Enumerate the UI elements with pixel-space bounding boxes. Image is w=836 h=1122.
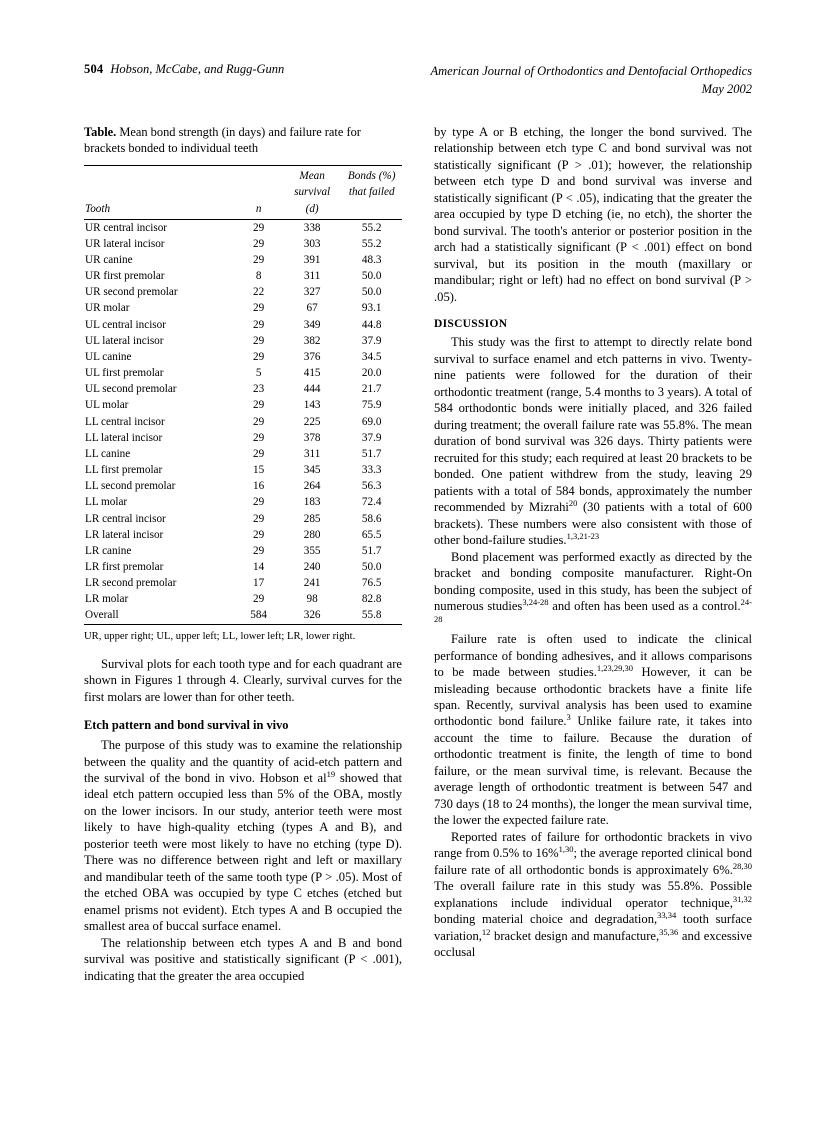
ref-24-28: 24-28 (434, 596, 752, 624)
cell-failed: 93.1 (361, 302, 382, 315)
cell-tooth: LL molar (85, 496, 128, 509)
cell-survival: 382 (303, 334, 321, 347)
cell-survival: 349 (303, 318, 321, 331)
issue-date: May 2002 (701, 82, 752, 97)
cell-n: 16 (253, 480, 265, 493)
table-row (84, 268, 402, 284)
col-header-failed-spacer (341, 203, 402, 220)
col-header-tooth-spacer2 (84, 186, 234, 202)
cell-survival: 311 (303, 447, 321, 460)
cell-n: 23 (253, 383, 265, 396)
cell-survival: 285 (303, 512, 321, 525)
paragraph-discussion-2 (434, 549, 752, 631)
running-head-left (84, 62, 284, 77)
cell-n: 29 (253, 350, 265, 363)
table-row (84, 252, 402, 268)
table-row (84, 285, 402, 301)
cell-n: 29 (253, 334, 265, 347)
discussion-4-d: bonding material choice and degradation, (434, 912, 658, 927)
cell-tooth: LL central incisor (85, 415, 165, 428)
cell-tooth: UL central incisor (85, 318, 166, 331)
cell-tooth: LR first premolar (85, 560, 164, 573)
table-header-row-2 (84, 186, 402, 202)
cell-tooth: UL lateral incisor (85, 334, 164, 347)
cell-failed: 76.5 (361, 577, 382, 590)
cell-failed: 75.9 (361, 399, 382, 412)
cell-tooth: LL lateral incisor (85, 431, 163, 444)
paragraph-survival-plots: Survival plots for each tooth type and for each quadrant are shown in Figures 1 through 4. Clearly, survival curves for the first molars are lower than for other teeth. (84, 656, 402, 704)
cell-tooth: UL molar (85, 399, 129, 412)
table-row (84, 301, 402, 317)
cell-n: 17 (253, 577, 265, 590)
table-row (84, 349, 402, 365)
col-header-n-spacer2 (234, 186, 282, 202)
paragraph-discussion-4 (434, 829, 752, 961)
cell-survival: 444 (303, 383, 321, 396)
table-row (84, 527, 402, 543)
ref-31-32: 31,32 (732, 893, 752, 904)
cell-survival: 378 (303, 431, 321, 444)
cell-n: 15 (253, 464, 265, 477)
discussion-4-a: Reported rates of failure for orthodontic brackets in vivo range from 0.5% to 16% (434, 829, 752, 861)
cell-n: 29 (253, 318, 265, 331)
cell-n: 29 (253, 544, 265, 557)
paragraph-relationship-ab: The relationship between etch types A and B and bond survival was positive and statistically significant (P < .001), indicating that the greater the area occupied (84, 935, 402, 983)
cell-survival: 143 (303, 399, 321, 412)
cell-n: 29 (253, 302, 265, 315)
discussion-3-a: Failure rate is often used to indicate the clinical performance of bonding adhesives, and it allows comparisons to be made between studies. (434, 632, 752, 680)
cell-failed: 55.2 (361, 221, 382, 234)
table-row (84, 543, 402, 559)
cell-failed: 69.0 (361, 415, 382, 428)
paragraph-purpose (84, 737, 402, 935)
cell-tooth: LL canine (85, 447, 131, 460)
cell-failed: 58.6 (361, 512, 382, 525)
discussion-4-f: bracket design and manufacture, (490, 928, 660, 943)
cell-n: 29 (253, 221, 265, 234)
ref-1-30: 1,30 (558, 844, 574, 855)
cell-survival: 345 (303, 464, 321, 477)
cell-failed: 51.7 (361, 447, 382, 460)
table-footnote: UR, upper right; UL, upper left; LL, lower left; LR, lower right. (84, 630, 356, 642)
table-head (84, 166, 402, 220)
cell-tooth: LL second premolar (85, 480, 176, 493)
cell-n: 29 (253, 237, 265, 250)
table-row (84, 219, 402, 236)
bond-strength-table (84, 165, 402, 625)
cell-failed: 72.4 (361, 496, 382, 509)
col-header-n: n (234, 203, 282, 220)
ref-3-24-28: 3,24-28 (522, 596, 549, 607)
ref-12: 12 (481, 926, 491, 937)
cell-failed: 56.3 (361, 480, 382, 493)
ref-20: 20 (568, 497, 578, 508)
right-column (434, 124, 752, 961)
left-column (84, 124, 402, 984)
cell-survival: 67 (306, 302, 318, 315)
ref-33-34: 33,34 (657, 910, 677, 921)
cell-failed: 34.5 (361, 350, 382, 363)
cell-n: 5 (255, 367, 262, 380)
cell-survival: 303 (303, 237, 321, 250)
cell-failed: 55.2 (361, 237, 382, 250)
cell-survival: 240 (303, 560, 321, 573)
cell-survival: 98 (306, 593, 318, 606)
page-folio: 504 (84, 62, 104, 76)
ref-1-3-21-23: 1,3,21-23 (566, 530, 600, 541)
paragraph-discussion-3 (434, 631, 752, 829)
col-header-survival-line2: survival (294, 186, 331, 199)
ref-35-36: 35,36 (659, 926, 679, 937)
discussion-1-b: (30 patients with a total of 600 brackets). These numbers were also consistent with those of other bond-failure studies. (434, 500, 752, 548)
cell-failed: 33.3 (361, 464, 382, 477)
discussion-4-e: tooth surface variation, (434, 912, 752, 943)
cell-failed: 37.9 (361, 431, 382, 444)
ref-1-23-29-30: 1,23,29,30 (596, 662, 633, 673)
col-header-tooth: Tooth (84, 203, 234, 220)
table-header-row (84, 166, 402, 187)
cell-n: 29 (253, 254, 265, 267)
cell-tooth: LL first premolar (85, 464, 163, 477)
running-head (84, 62, 752, 98)
table-caption-text: Mean bond strength (in days) and failure rate for brackets bonded to individual teeth (84, 125, 361, 156)
cell-survival: 183 (303, 496, 321, 509)
table-row (84, 414, 402, 430)
cell-tooth: UR second premolar (85, 286, 178, 299)
cell-survival: 376 (303, 350, 321, 363)
table-row (84, 478, 402, 494)
col-header-failed-line1: Bonds (%) (341, 166, 402, 187)
col-header-n-spacer (234, 166, 282, 187)
ref-28-30: 28,30 (732, 860, 752, 871)
discussion-4-g: and excessive occlusal (434, 928, 753, 960)
cell-n: 29 (253, 593, 265, 606)
cell-n: 29 (253, 415, 265, 428)
running-head-right (431, 62, 753, 98)
table-row (84, 462, 402, 478)
cell-failed: 82.8 (361, 593, 382, 606)
cell-n: 22 (253, 286, 265, 299)
cell-survival: 326 (283, 608, 342, 625)
cell-tooth: UR first premolar (85, 270, 165, 283)
table-row (84, 592, 402, 608)
paragraph-purpose-a: The purpose of this study was to examine the relationship between the quality and the quantity of acid-etch pattern and the survival of the bond in vivo. Hobson et al (84, 738, 402, 785)
cell-tooth: UR lateral incisor (85, 237, 165, 250)
cell-failed: 48.3 (361, 254, 382, 267)
cell-survival: 264 (303, 480, 321, 493)
cell-n: 8 (255, 270, 262, 283)
discussion-3-b: However, it can be misleading because orthodontic brackets have a finite life span. Recently, survival analysis has been used to examine orthodontic bond failure. (434, 665, 752, 729)
journal-title: American Journal of Orthodontics and Dentofacial Orthopedics (430, 64, 752, 78)
discussion-1-a: This study was the first to attempt to directly relate bond survival to surface enamel and etch patterns in vivo. Twenty-nine patients were followed for the duration of their orthodontic treatment (range, 5.4 months to 3 years). A total of 584 orthodontic bonds were initially placed, and 326 failed during treatment; the overall failure rate was 55.8%. The mean duration of bond survival was 326 days. Thirty patients were recruited for this study; each required at least 20 brackets to be bonded. One patient withdrew from the study, leaving 29 patients with a total of 584 bonds, approximately the number recommended by Mizrahi (434, 335, 752, 515)
ref-19: 19 (326, 768, 336, 779)
cell-n: 584 (234, 608, 282, 625)
body-columns (84, 124, 752, 1084)
heading-discussion: DISCUSSION (434, 318, 508, 331)
cell-tooth: UL second premolar (85, 383, 177, 396)
cell-failed: 50.0 (361, 270, 382, 283)
cell-tooth: LR molar (85, 593, 129, 606)
cell-failed: 21.7 (361, 383, 382, 396)
cell-tooth: UL first premolar (85, 367, 164, 380)
running-head-authors: Hobson, McCabe, and Rugg-Gunn (110, 62, 285, 76)
cell-tooth: LR canine (85, 544, 132, 557)
paragraph-continued: by type A or B etching, the longer the bond survived. The relationship between etch type C and bond survival was not statistically significant (P > .01); however, the relationship between etch type D and bond survival was inverse and statistically significant (P < .05), indicating that the greater the area occupied by type D etching (ie, no etch), the shorter the bond survival. The tooth's anterior or posterior position in the arch had a statistically significant (P < .001) effect on bond survival, but its position in the mouth (maxillary or mandibular; right or left) had no effect on bond survival (P > .05). (434, 125, 752, 304)
table-row (84, 365, 402, 381)
col-header-survival-line1: Mean (283, 166, 342, 187)
table-block (84, 124, 402, 644)
paragraph-purpose-b: showed that ideal etch pattern occupied less than 5% of the OBA, mostly on the lower incisors. In our study, anterior teeth were most likely to have high-quality etching (types A and B), and posterior teeth were most likely to have no etching (type D). There was no difference between right and left or maxillary and mandibular teeth of the same tooth type (P > .05). Most of the etched OBA was occupied by type C etches (etched but enamel prisms not evident). Etch types A and B occupied the smallest area of buccal surface enamel. (84, 771, 402, 934)
cell-failed: 55.8 (341, 608, 402, 625)
discussion-3-c: Unlike failure rate, it takes into account the time to failure. Because the duration of orthodontic treatment is finite, the length of time to bond failure, or the mean survival time, is relevant. Because the average length of orthodontic treatment is between 547 and 730 days (18 to 24 months), the longer the mean survival time, the lower the expected failure rate. (434, 714, 753, 828)
ref-3: 3 (566, 712, 571, 723)
cell-failed: 20.0 (361, 367, 382, 380)
cell-tooth: LR second premolar (85, 577, 177, 590)
cell-survival: 338 (303, 221, 321, 234)
cell-failed: 50.0 (361, 286, 382, 299)
table-row (84, 559, 402, 575)
table-row (84, 446, 402, 462)
cell-failed: 65.5 (361, 528, 382, 541)
cell-n: 29 (253, 431, 265, 444)
cell-tooth: UR canine (85, 254, 133, 267)
cell-tooth: UR molar (85, 302, 130, 315)
discussion-2-a: Bond placement was performed exactly as directed by the bracket and bonding composite manufacturer. Right-On bonding composite, used in this study, has been the subject of numerous studies (434, 549, 752, 614)
cell-survival: 327 (303, 286, 321, 299)
cell-n: 29 (253, 528, 265, 541)
cell-failed: 37.9 (361, 334, 382, 347)
col-header-tooth-spacer (84, 166, 234, 187)
table-row (84, 430, 402, 446)
cell-failed: 44.8 (361, 318, 382, 331)
cell-survival: 241 (303, 577, 321, 590)
table-body (84, 219, 402, 624)
cell-tooth: UR central incisor (85, 221, 168, 234)
cell-tooth: Overall (84, 608, 234, 625)
table-row (84, 511, 402, 527)
cell-n: 29 (253, 399, 265, 412)
table-row (84, 381, 402, 397)
table-row (84, 398, 402, 414)
cell-survival: 415 (303, 367, 321, 380)
cell-tooth: UL canine (85, 350, 132, 363)
cell-n: 29 (253, 447, 265, 460)
table-header-row-3 (84, 203, 402, 220)
heading-etch-pattern: Etch pattern and bond survival in vivo (84, 718, 289, 733)
table-row (84, 236, 402, 252)
table-row (84, 333, 402, 349)
cell-n: 29 (253, 512, 265, 525)
table-row (84, 495, 402, 511)
cell-n: 14 (253, 560, 265, 573)
cell-tooth: LR central incisor (85, 512, 166, 525)
table-row (84, 575, 402, 591)
cell-tooth: LR lateral incisor (85, 528, 164, 541)
table-row (84, 317, 402, 333)
table-label: Table. (84, 125, 117, 139)
table-row-overall (84, 608, 402, 625)
cell-survival: 225 (303, 415, 321, 428)
cell-failed: 51.7 (361, 544, 382, 557)
cell-failed: 50.0 (361, 560, 382, 573)
cell-survival: 280 (303, 528, 321, 541)
discussion-2-b: and often has been used as a control. (548, 599, 741, 614)
discussion-4-b: ; the average reported clinical bond failure rate of all orthodontic bonds is approximately 6%. (434, 846, 752, 877)
col-header-survival-unit: (d) (283, 203, 342, 220)
cell-n: 29 (253, 496, 265, 509)
cell-survival: 391 (303, 254, 321, 267)
table-caption (84, 124, 402, 156)
cell-survival: 355 (303, 544, 321, 557)
cell-survival: 311 (303, 270, 321, 283)
discussion-4-c: The overall failure rate in this study was 55.8%. Possible explanations include individual operator technique, (434, 879, 752, 910)
col-header-failed-line2: that failed (348, 186, 395, 199)
paragraph-discussion-1 (434, 334, 752, 548)
